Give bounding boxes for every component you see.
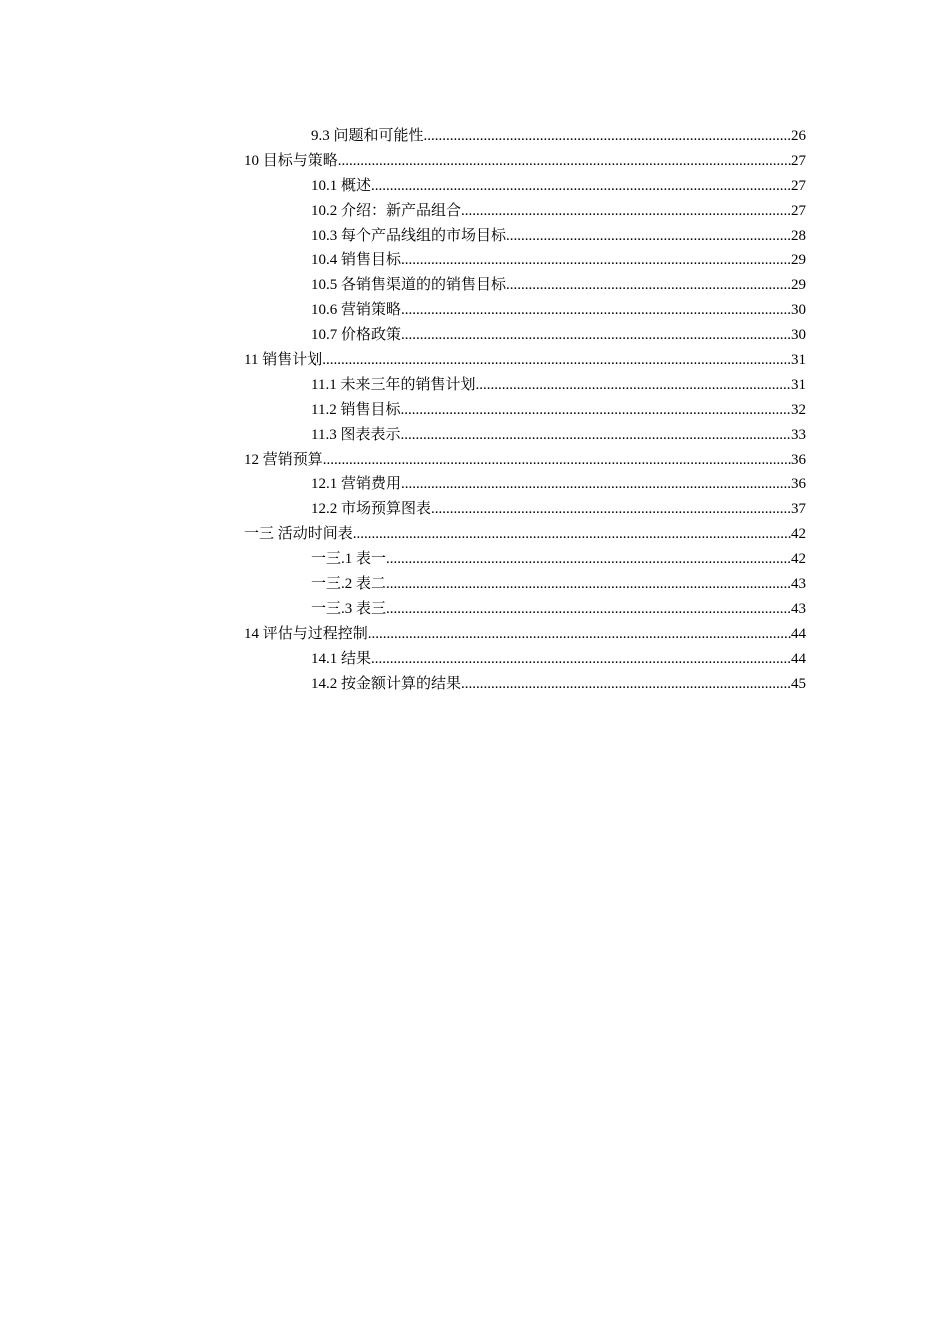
toc-entry[interactable] <box>244 622 806 647</box>
toc-entry[interactable] <box>244 124 806 149</box>
toc-dot-leader <box>401 298 791 323</box>
toc-entry-page-number: 27 <box>791 177 806 194</box>
toc-dot-leader <box>371 174 791 199</box>
toc-entry-page-number: 42 <box>791 526 806 543</box>
toc-entry-title: 一三.1 表一 <box>311 551 387 568</box>
toc-entry-title: 11.1 未来三年的销售计划 <box>311 376 476 393</box>
toc-entry-page-number: 31 <box>791 376 806 393</box>
toc-entry[interactable] <box>244 298 806 323</box>
toc-entry-page-number: 27 <box>791 202 806 219</box>
toc-entry-title: 10.3 每个产品线组的市场目标 <box>311 227 507 244</box>
toc-entry-page-number: 30 <box>791 327 806 344</box>
toc-entry-title: 12.1 营销费用 <box>311 476 402 493</box>
toc-entry[interactable] <box>244 248 806 273</box>
toc-entry-page-number: 44 <box>791 650 806 667</box>
toc-dot-leader <box>461 199 791 224</box>
toc-dot-leader <box>506 224 791 249</box>
toc-entry-page-number: 37 <box>791 501 806 518</box>
toc-entry[interactable] <box>244 448 806 473</box>
toc-entry[interactable] <box>244 522 806 547</box>
toc-entry-title: 10.1 概述 <box>311 177 372 194</box>
toc-entry[interactable] <box>244 672 806 697</box>
toc-dot-leader <box>368 622 791 647</box>
toc-entry-page-number: 28 <box>791 227 806 244</box>
toc-dot-leader <box>386 547 791 572</box>
toc-entry[interactable] <box>244 497 806 522</box>
toc-entry[interactable] <box>244 224 806 249</box>
toc-dot-leader <box>400 423 791 448</box>
toc-entry-page-number: 45 <box>791 675 806 692</box>
toc-entry-title: 10 目标与策略 <box>244 152 338 169</box>
toc-entry-page-number: 43 <box>791 600 806 617</box>
toc-entry-page-number: 26 <box>791 127 806 144</box>
toc-entry[interactable] <box>244 423 806 448</box>
toc-entry[interactable] <box>244 174 806 199</box>
toc-entry-page-number: 42 <box>791 551 806 568</box>
toc-entry-page-number: 36 <box>791 451 806 468</box>
toc-entry-title: 10.6 营销策略 <box>311 302 402 319</box>
toc-entry-title: 10.7 价格政策 <box>311 327 402 344</box>
toc-entry[interactable] <box>244 572 806 597</box>
toc-entry-title: 9.3 问题和可能性 <box>311 127 424 144</box>
toc-entry-title: 一三.3 表三 <box>311 600 387 617</box>
toc-dot-leader <box>371 647 791 672</box>
toc-dot-leader <box>431 497 791 522</box>
toc-dot-leader <box>322 348 791 373</box>
toc-entry[interactable] <box>244 398 806 423</box>
toc-entry[interactable] <box>244 647 806 672</box>
toc-dot-leader <box>400 398 791 423</box>
toc-dot-leader <box>424 124 791 149</box>
toc-dot-leader <box>323 448 791 473</box>
toc-entry[interactable] <box>244 323 806 348</box>
toc-entry[interactable] <box>244 597 806 622</box>
toc-dot-leader <box>353 522 791 547</box>
toc-entry[interactable] <box>244 547 806 572</box>
toc-entry-title: 10.5 各销售渠道的的销售目标 <box>311 277 507 294</box>
toc-entry[interactable] <box>244 472 806 497</box>
toc-entry[interactable] <box>244 348 806 373</box>
toc-dot-leader <box>461 672 791 697</box>
toc-dot-leader <box>401 472 791 497</box>
toc-entry[interactable] <box>244 273 806 298</box>
toc-entry-title: 10.2 介绍：新产品组合 <box>311 202 462 219</box>
toc-entry-title: 12 营销预算 <box>244 451 323 468</box>
toc-dot-leader <box>338 149 791 174</box>
toc-entry-title: 11.2 销售目标 <box>311 401 401 418</box>
table-of-contents <box>244 124 806 696</box>
toc-entry-page-number: 30 <box>791 302 806 319</box>
toc-entry[interactable] <box>244 149 806 174</box>
toc-dot-leader <box>401 248 791 273</box>
toc-dot-leader <box>386 572 791 597</box>
toc-entry-title: 14.2 按金额计算的结果 <box>311 675 462 692</box>
toc-entry-title: 11 销售计划 <box>244 352 323 368</box>
toc-entry-title: 一三 活动时间表 <box>244 526 353 543</box>
toc-dot-leader <box>475 373 791 398</box>
toc-entry-page-number: 36 <box>791 476 806 493</box>
toc-entry-page-number: 33 <box>791 426 806 443</box>
toc-dot-leader <box>506 273 791 298</box>
toc-entry-page-number: 32 <box>791 401 806 418</box>
toc-entry-title: 10.4 销售目标 <box>311 252 402 269</box>
toc-dot-leader <box>401 323 791 348</box>
toc-dot-leader <box>386 597 791 622</box>
toc-entry-title: 14 评估与过程控制 <box>244 625 368 642</box>
toc-entry-title: 12.2 市场预算图表 <box>311 501 432 518</box>
toc-entry-page-number: 29 <box>791 252 806 269</box>
toc-entry-title: 11.3 图表表示 <box>311 426 401 443</box>
toc-entry[interactable] <box>244 373 806 398</box>
toc-entry-title: 一三.2 表二 <box>311 576 387 593</box>
toc-entry-page-number: 31 <box>791 352 806 368</box>
toc-entry-page-number: 44 <box>791 625 806 642</box>
toc-entry-title: 14.1 结果 <box>311 650 372 667</box>
toc-entry-page-number: 27 <box>791 152 806 169</box>
toc-entry-page-number: 43 <box>791 576 806 593</box>
toc-entry[interactable] <box>244 199 806 224</box>
toc-entry-page-number: 29 <box>791 277 806 294</box>
